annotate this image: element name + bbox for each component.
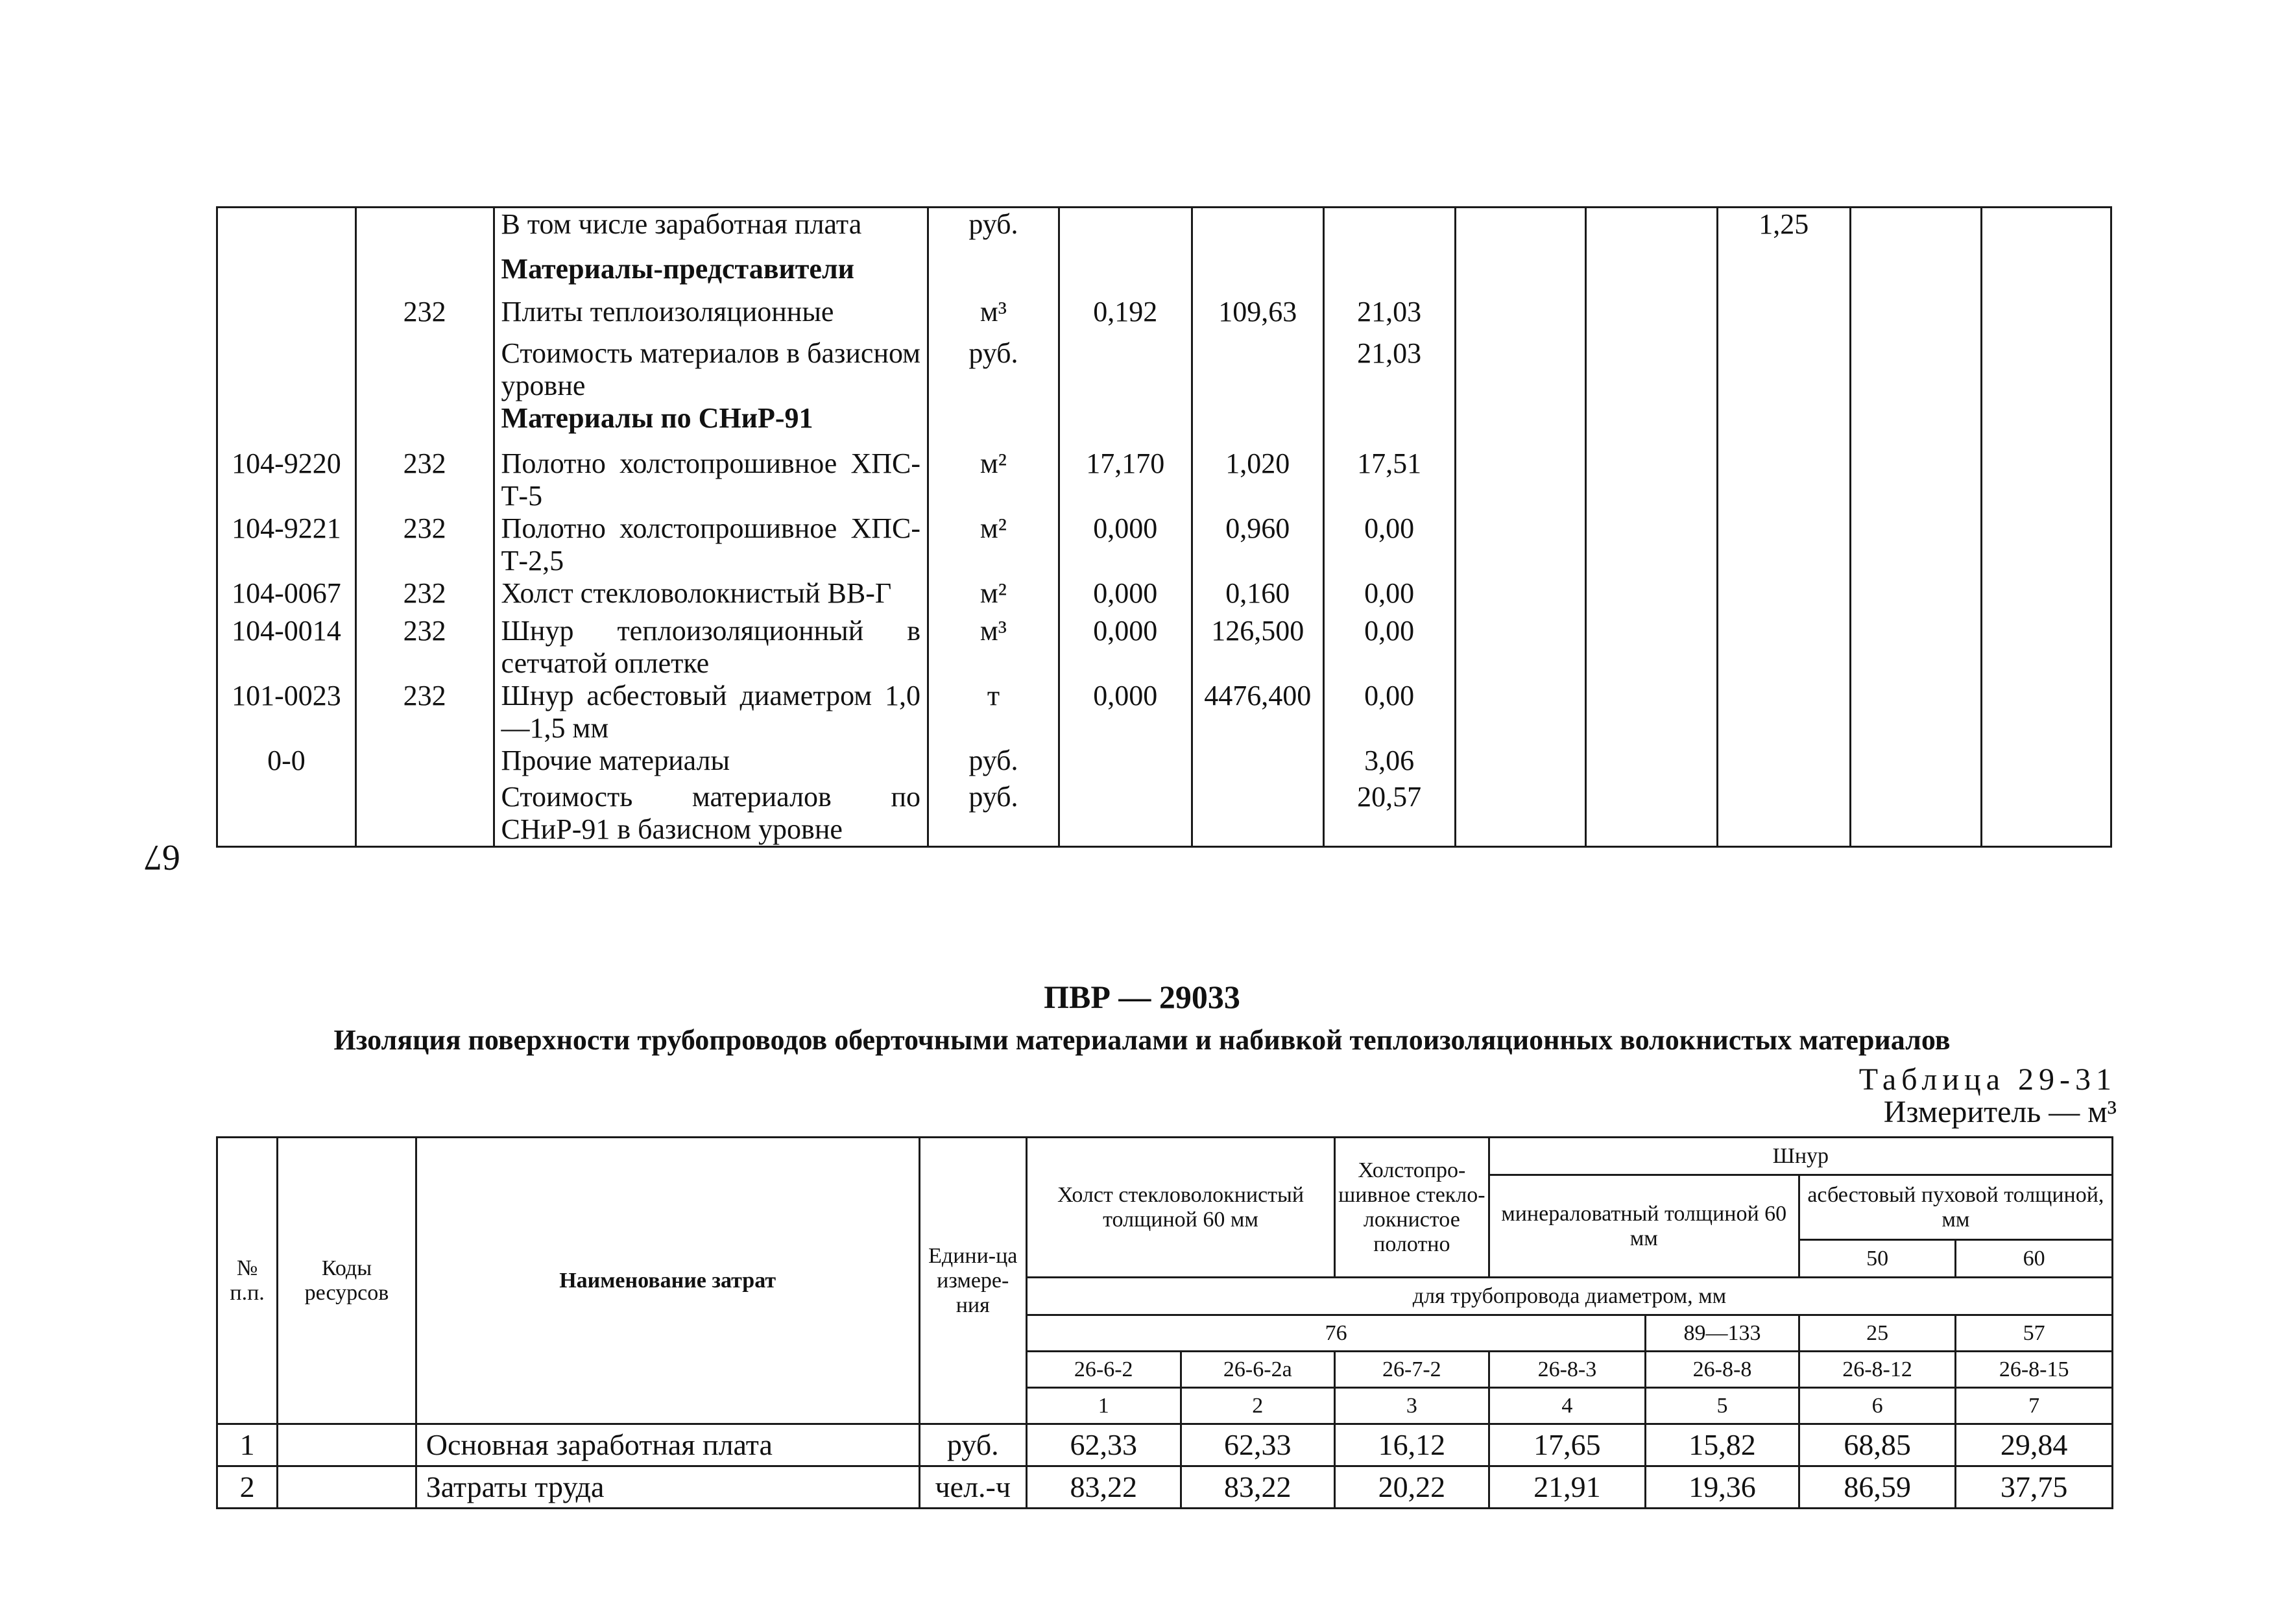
price: 126,500 [1192, 615, 1323, 680]
value-cell [1982, 296, 2111, 337]
price [1192, 745, 1323, 781]
value-cell [1455, 781, 1586, 847]
value-cell [1717, 745, 1850, 781]
cost-value: 62,33 [1181, 1424, 1335, 1466]
unit: м³ [928, 615, 1059, 680]
value-cell [1717, 577, 1850, 615]
value-cell [1850, 337, 1982, 402]
value-cell [1717, 337, 1850, 402]
value-cell [1982, 745, 2111, 781]
value-cell [1586, 448, 1718, 512]
header-column-index: 7 [1956, 1388, 2113, 1424]
resource-code [278, 1424, 416, 1466]
unit: м² [928, 448, 1059, 512]
unit: м² [928, 577, 1059, 615]
document-code: ПВР — 29033 [1044, 979, 1240, 1015]
header-rate-code: 26-8-12 [1799, 1352, 1956, 1388]
materials-row [217, 512, 2111, 577]
resource-group [355, 208, 494, 253]
quantity [1059, 402, 1192, 448]
value-cell [1982, 448, 2111, 512]
price [1192, 781, 1323, 847]
amount [1323, 253, 1455, 296]
unit: м³ [928, 296, 1059, 337]
header-num: № п.п. [217, 1138, 278, 1424]
value-cell [1850, 253, 1982, 296]
amount: 0,00 [1323, 615, 1455, 680]
header-holst: Холст стекловолокнистый толщиной 60 мм [1026, 1138, 1334, 1278]
value-cell [1455, 337, 1586, 402]
materials-row [217, 208, 2111, 253]
header-rate-code: 26-8-8 [1646, 1352, 1799, 1388]
materials-row [217, 781, 2111, 847]
materials-row [217, 296, 2111, 337]
header-d25: 25 [1799, 1315, 1956, 1352]
value-cell [1850, 680, 1982, 745]
price [1192, 402, 1323, 448]
amount: 21,03 [1323, 296, 1455, 337]
unit: чел.-ч [919, 1466, 1026, 1509]
quantity: 0,000 [1059, 577, 1192, 615]
resource-code [217, 402, 356, 448]
resource-group [355, 337, 494, 402]
amount: 0,00 [1323, 680, 1455, 745]
cost-value: 17,65 [1489, 1424, 1646, 1466]
resource-group: 232 [355, 577, 494, 615]
value-cell [1850, 781, 1982, 847]
row-number: 2 [217, 1466, 278, 1509]
price: 4476,400 [1192, 680, 1323, 745]
resource-code: 104-9221 [217, 512, 356, 577]
cost-name: Плиты теплоизоляционные [494, 296, 928, 337]
header-column-index: 4 [1489, 1388, 1646, 1424]
table-label: Таблица 29-31 [1858, 1062, 2117, 1097]
cost-name: Затраты труда [416, 1466, 919, 1509]
value-cell [1455, 208, 1586, 253]
materials-row [217, 680, 2111, 745]
value-cell [1850, 745, 1982, 781]
cost-name: Основная заработная плата [416, 1424, 919, 1466]
materials-row [217, 402, 2111, 448]
value-cell [1586, 208, 1718, 253]
cost-table [216, 1136, 2113, 1509]
value-cell [1717, 402, 1850, 448]
price: 0,960 [1192, 512, 1323, 577]
quantity: 0,000 [1059, 680, 1192, 745]
resource-group: 232 [355, 448, 494, 512]
value-cell [1850, 296, 1982, 337]
header-column-index: 5 [1646, 1388, 1799, 1424]
resource-code [217, 337, 356, 402]
value-cell [1982, 781, 2111, 847]
header-codes: Коды ресурсов [278, 1138, 416, 1424]
header-shnur: Шнур [1489, 1138, 2112, 1175]
resource-group: 232 [355, 680, 494, 745]
price: 0,160 [1192, 577, 1323, 615]
row-number: 1 [217, 1424, 278, 1466]
header-d57: 57 [1956, 1315, 2113, 1352]
value-cell [1850, 615, 1982, 680]
cost-value: 83,22 [1026, 1466, 1181, 1509]
value-cell [1455, 615, 1586, 680]
materials-row [217, 745, 2111, 781]
value-cell [1586, 402, 1718, 448]
amount: 20,57 [1323, 781, 1455, 847]
header-rate-code: 26-6-2а [1181, 1352, 1335, 1388]
value-cell: 1,25 [1717, 208, 1850, 253]
resource-group: 232 [355, 296, 494, 337]
resource-code: 104-0067 [217, 577, 356, 615]
price [1192, 253, 1323, 296]
materials-table [216, 206, 2112, 848]
value-cell [1850, 448, 1982, 512]
price [1192, 208, 1323, 253]
header-name: Наименование затрат [416, 1138, 919, 1424]
unit: руб. [928, 781, 1059, 847]
value-cell [1982, 615, 2111, 680]
value-cell [1717, 253, 1850, 296]
amount: 17,51 [1323, 448, 1455, 512]
quantity [1059, 208, 1192, 253]
amount: 21,03 [1323, 337, 1455, 402]
value-cell [1982, 208, 2111, 253]
cost-value: 37,75 [1956, 1466, 2113, 1509]
resource-code [217, 781, 356, 847]
amount [1323, 402, 1455, 448]
header-column-index: 3 [1335, 1388, 1489, 1424]
resource-code [278, 1466, 416, 1509]
cost-name: Стоимость материалов по СНиР-91 в базисном уровне [494, 781, 928, 847]
cost-value: 20,22 [1335, 1466, 1489, 1509]
cost-name: Материалы по СНиР-91 [494, 402, 928, 448]
header-column-index: 6 [1799, 1388, 1956, 1424]
value-cell [1850, 402, 1982, 448]
value-cell [1455, 402, 1586, 448]
header-holstopro: Холстопро-шивное стекло-локнистое полотно [1335, 1138, 1489, 1278]
value-cell [1586, 296, 1718, 337]
materials-row [217, 253, 2111, 296]
value-cell [1982, 512, 2111, 577]
amount: 3,06 [1323, 745, 1455, 781]
cost-value: 86,59 [1799, 1466, 1956, 1509]
header-d76: 76 [1026, 1315, 1645, 1352]
cost-name: Прочие материалы [494, 745, 928, 781]
resource-group [355, 253, 494, 296]
header-mineral: минераловатный толщиной 60 мм [1489, 1175, 1799, 1278]
value-cell [1455, 577, 1586, 615]
value-cell [1717, 296, 1850, 337]
value-cell [1455, 296, 1586, 337]
unit: т [928, 680, 1059, 745]
header-unit: Едини-ца измере-ния [919, 1138, 1026, 1424]
price [1192, 337, 1323, 402]
value-cell [1982, 577, 2111, 615]
header-column-index: 1 [1026, 1388, 1181, 1424]
unit: м² [928, 512, 1059, 577]
value-cell [1455, 448, 1586, 512]
cost-row [217, 1424, 2113, 1466]
header-rate-code: 26-7-2 [1335, 1352, 1489, 1388]
cost-name: Шнур теплоизоляционный в сетчатой оплетке [494, 615, 928, 680]
value-cell [1586, 253, 1718, 296]
cost-row [217, 1466, 2113, 1509]
resource-code: 0-0 [217, 745, 356, 781]
quantity: 17,170 [1059, 448, 1192, 512]
resource-code: 104-9220 [217, 448, 356, 512]
quantity [1059, 337, 1192, 402]
value-cell [1717, 680, 1850, 745]
header-thickness-60: 60 [1956, 1240, 2113, 1278]
value-cell [1717, 448, 1850, 512]
resource-code: 101-0023 [217, 680, 356, 745]
materials-row [217, 615, 2111, 680]
header-column-index: 2 [1181, 1388, 1335, 1424]
value-cell [1455, 512, 1586, 577]
cost-value: 16,12 [1335, 1424, 1489, 1466]
value-cell [1586, 512, 1718, 577]
cost-name: В том числе заработная плата [494, 208, 928, 253]
value-cell [1717, 781, 1850, 847]
header-rate-code: 26-6-2 [1026, 1352, 1181, 1388]
materials-row [217, 448, 2111, 512]
value-cell [1586, 781, 1718, 847]
quantity: 0,000 [1059, 615, 1192, 680]
header-thickness-50: 50 [1799, 1240, 1956, 1278]
measure-label: Измеритель — м³ [1883, 1095, 2117, 1129]
cost-value: 29,84 [1956, 1424, 2113, 1466]
resource-code [217, 296, 356, 337]
header-rate-code: 26-8-3 [1489, 1352, 1646, 1388]
page-number: 67 [144, 837, 180, 878]
price: 109,63 [1192, 296, 1323, 337]
quantity [1059, 781, 1192, 847]
value-cell [1455, 253, 1586, 296]
resource-group: 232 [355, 615, 494, 680]
cost-table-body [217, 1424, 2113, 1509]
cost-name: Шнур асбестовый диаметром 1,0—1,5 мм [494, 680, 928, 745]
header-asbest: асбестовый пуховой толщиной, мм [1799, 1175, 2112, 1240]
cost-name: Холст стекловолокнистый ВВ-Г [494, 577, 928, 615]
cost-name: Полотно холстопрошивное ХПС-Т-2,5 [494, 512, 928, 577]
value-cell [1717, 512, 1850, 577]
value-cell [1850, 577, 1982, 615]
amount [1323, 208, 1455, 253]
value-cell [1586, 745, 1718, 781]
value-cell [1850, 208, 1982, 253]
resource-group [355, 402, 494, 448]
cost-name: Полотно холстопрошивное ХПС-Т-5 [494, 448, 928, 512]
unit: руб. [928, 337, 1059, 402]
quantity: 0,192 [1059, 296, 1192, 337]
resource-group: 232 [355, 512, 494, 577]
header-rate-code: 26-8-15 [1956, 1352, 2113, 1388]
materials-table-body [217, 208, 2111, 847]
header-diameter: для трубопровода диаметром, мм [1026, 1278, 2112, 1315]
resource-code [217, 253, 356, 296]
cost-name: Материалы-представители [494, 253, 928, 296]
value-cell [1717, 615, 1850, 680]
cost-value: 21,91 [1489, 1466, 1646, 1509]
quantity [1059, 745, 1192, 781]
unit [928, 253, 1059, 296]
value-cell [1455, 745, 1586, 781]
quantity: 0,000 [1059, 512, 1192, 577]
value-cell [1586, 615, 1718, 680]
cost-value: 19,36 [1646, 1466, 1799, 1509]
amount: 0,00 [1323, 577, 1455, 615]
cost-name: Стоимость материалов в базисном уровне [494, 337, 928, 402]
value-cell [1586, 337, 1718, 402]
document-title: Изоляция поверхности трубопроводов оберточными материалами и набивкой теплоизоляционных волокнистых материалов [333, 1024, 1951, 1056]
value-cell [1982, 680, 2111, 745]
unit: руб. [919, 1424, 1026, 1466]
unit [928, 402, 1059, 448]
cost-value: 62,33 [1026, 1424, 1181, 1466]
cost-table-header [217, 1138, 2113, 1424]
value-cell [1455, 680, 1586, 745]
value-cell [1586, 577, 1718, 615]
unit: руб. [928, 745, 1059, 781]
cost-value: 68,85 [1799, 1424, 1956, 1466]
amount: 0,00 [1323, 512, 1455, 577]
value-cell [1982, 337, 2111, 402]
resource-group [355, 745, 494, 781]
resource-group [355, 781, 494, 847]
value-cell [1982, 402, 2111, 448]
value-cell [1982, 253, 2111, 296]
header-d89: 89—133 [1646, 1315, 1799, 1352]
cost-value: 83,22 [1181, 1466, 1335, 1509]
resource-code: 104-0014 [217, 615, 356, 680]
cost-value: 15,82 [1646, 1424, 1799, 1466]
value-cell [1850, 512, 1982, 577]
unit: руб. [928, 208, 1059, 253]
materials-row [217, 337, 2111, 402]
resource-code [217, 208, 356, 253]
value-cell [1586, 680, 1718, 745]
materials-row [217, 577, 2111, 615]
price: 1,020 [1192, 448, 1323, 512]
quantity [1059, 253, 1192, 296]
